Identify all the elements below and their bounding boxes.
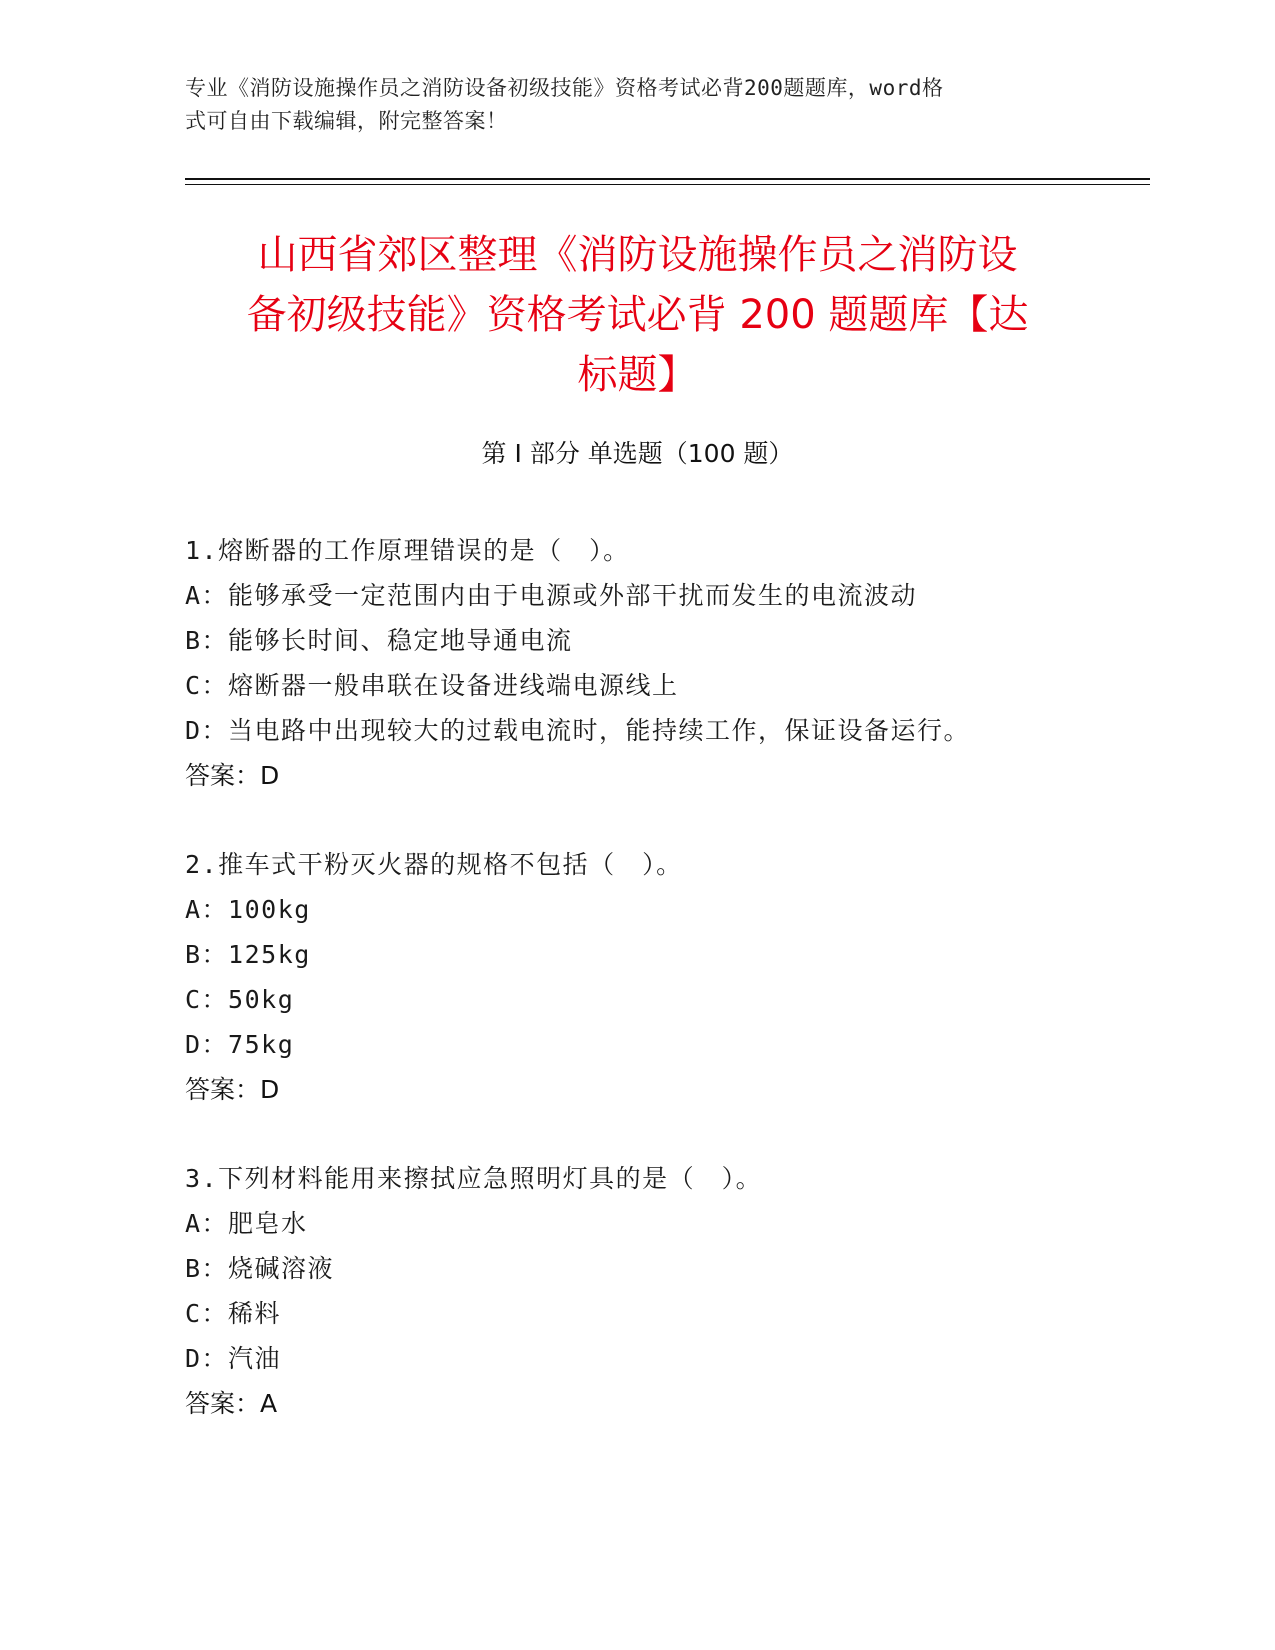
header-divider-thin [185, 184, 1150, 185]
option-d: D：当电路中出现较大的过载电流时，能持续工作，保证设备运行。 [185, 716, 971, 745]
option-b: B：烧碱溶液 [185, 1254, 335, 1283]
document-title-line-1: 山西省郊区整理《消防设施操作员之消防设 [257, 232, 1018, 278]
document-title-line-3: 标题】 [577, 352, 698, 398]
question-stem: 1.熔断器的工作原理错误的是（ ）。 [185, 536, 630, 565]
option-c: C：50kg [185, 985, 295, 1014]
document-title-line-2: 备初级技能》资格考试必背 200 题题库【达 [246, 292, 1029, 338]
question-stem: 2.推车式干粉灭火器的规格不包括（ ）。 [185, 850, 683, 879]
option-a: A：肥皂水 [185, 1209, 308, 1238]
option-b: B：能够长时间、稳定地导通电流 [185, 626, 573, 655]
option-a: A：100kg [185, 895, 311, 924]
header-note-line-2: 式可自由下载编辑，附完整答案！ [185, 109, 508, 133]
question-list [185, 528, 1090, 1470]
option-d: D：汽油 [185, 1344, 282, 1373]
answer: 答案：A [185, 1389, 278, 1418]
question-item [185, 842, 1090, 1112]
option-c: C：熔断器一般串联在设备进线端电源线上 [185, 671, 679, 700]
header-divider-thick [185, 178, 1150, 180]
section-heading: 第 I 部分 单选题（100 题） [481, 439, 794, 468]
question-stem: 3.下列材料能用来擦拭应急照明灯具的是（ ）。 [185, 1164, 763, 1193]
document-title [185, 225, 1090, 405]
question-item [185, 1156, 1090, 1426]
header-note-line-1: 专业《消防设施操作员之消防设备初级技能》资格考试必背200题题库，word格 [185, 76, 944, 100]
answer: 答案：D [185, 1075, 280, 1104]
option-a: A：能够承受一定范围内由于电源或外部干扰而发生的电流波动 [185, 581, 918, 610]
option-d: D：75kg [185, 1030, 295, 1059]
option-b: B：125kg [185, 940, 311, 969]
question-item [185, 528, 1090, 798]
option-c: C：稀料 [185, 1299, 282, 1328]
answer: 答案：D [185, 761, 280, 790]
header-note [185, 72, 1065, 138]
